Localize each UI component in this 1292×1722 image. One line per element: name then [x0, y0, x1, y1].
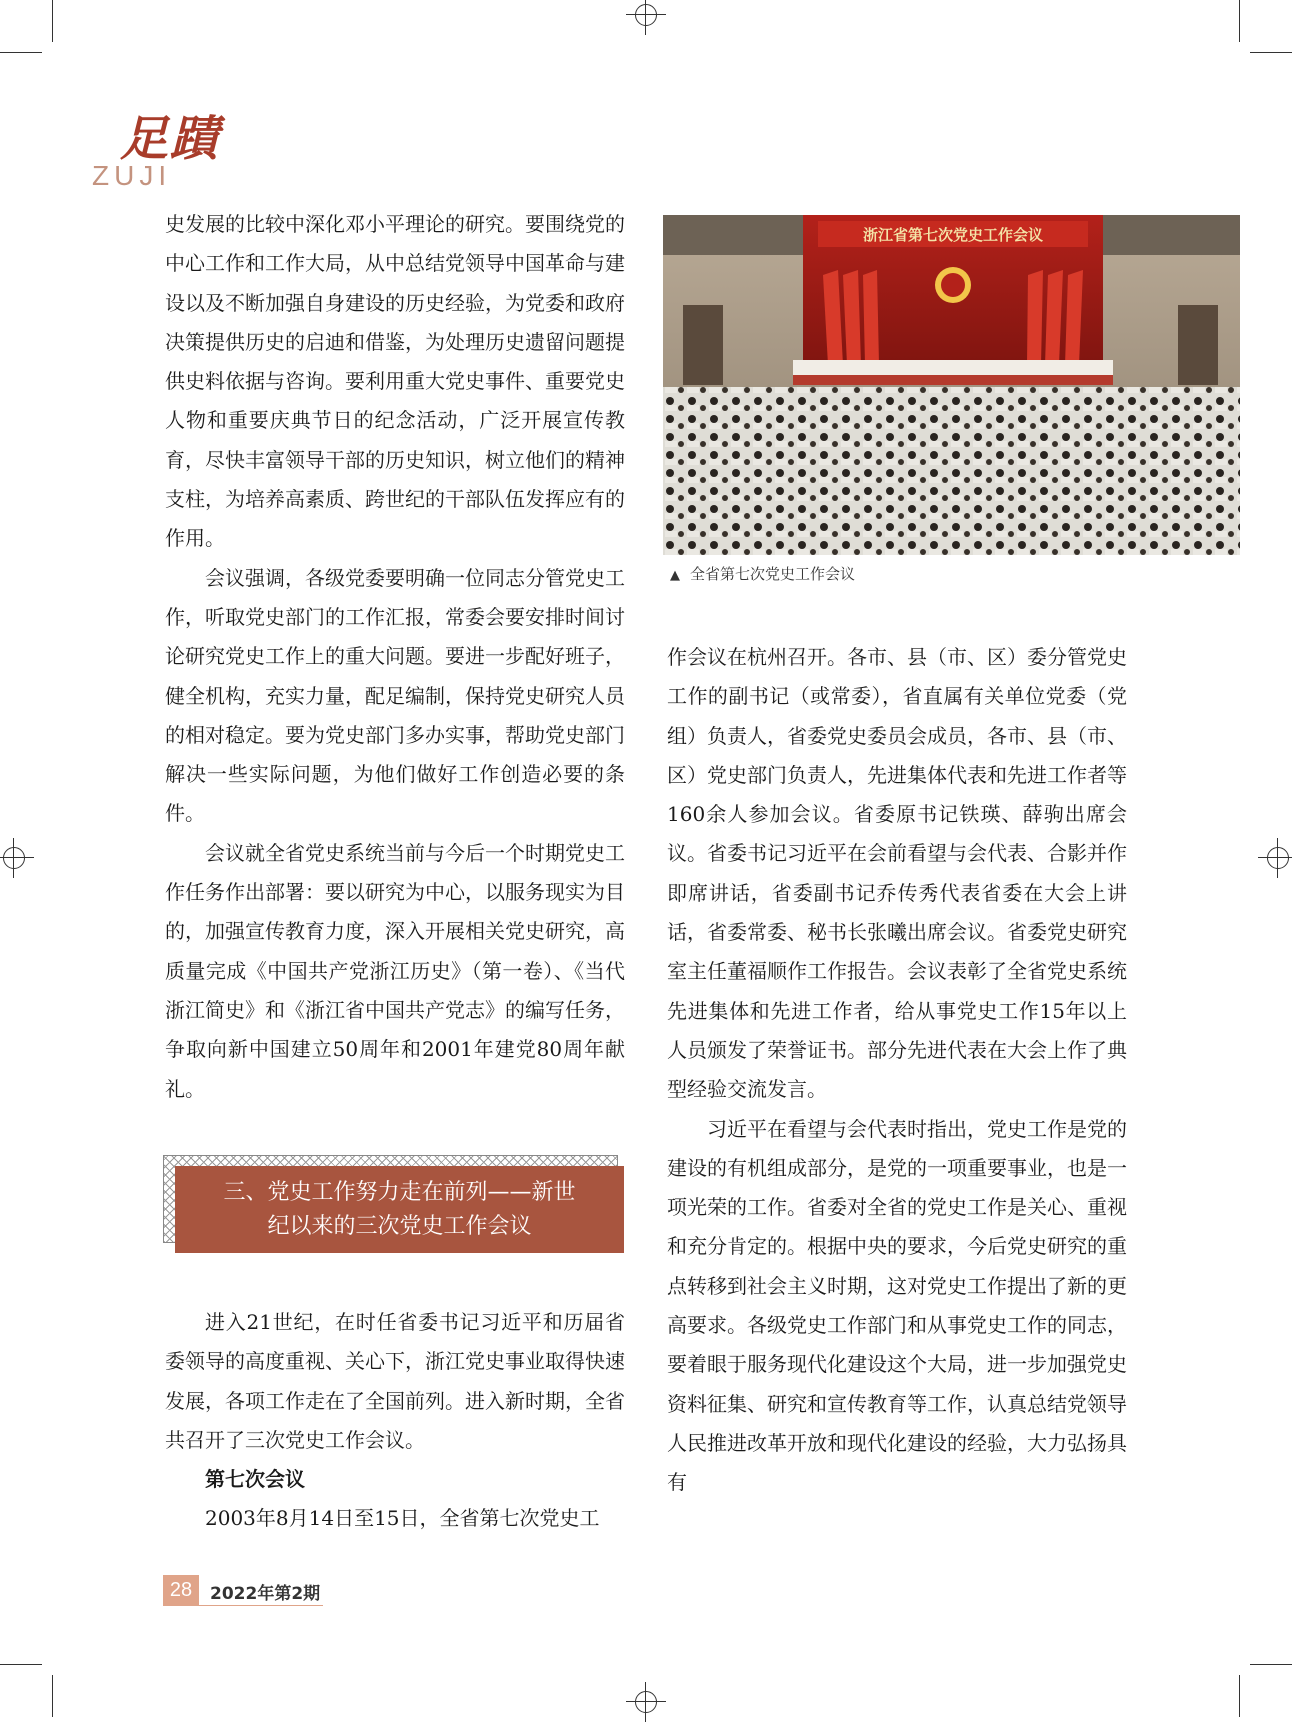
crop-mark — [1250, 1664, 1292, 1665]
logo-title-en: ZUJI — [92, 160, 172, 191]
crop-mark — [1239, 1675, 1240, 1717]
registration-mark-icon — [1258, 838, 1292, 878]
section-heading-line: 三、党史工作努力走在前列——新世 — [223, 1179, 576, 1205]
body-paragraph: 习近平在看望与会代表时指出，党史工作是党的建设的有机组成部分，是党的一项重要事业，也是一项光荣的工作。省委对全省的党史工作是关心、重视和充分肯定的。根据中央的要求，今后党史研究的重点转移到社会主义时期，这对党史工作提出了新的更高要求。各级党史工作部门和从事党史工作的同志，要着眼于服务现代化建设这个大局，进一步加强党史资料征集、研究和宣传教育等工作，认真总结党领导人民推进改革开放和现代化建设的经验，大力弘扬具有 — [667, 1116, 1127, 1495]
footer-rule — [163, 1605, 323, 1606]
crop-mark — [52, 1675, 53, 1717]
body-paragraph: 史发展的比较中深化邓小平理论的研究。要围绕党的中心工作和工作大局，从中总结党领导中国革命与建设以及不断加强自身建设的历史经验，为党委和政府决策提供历史的启迪和借鉴，为处理历史遗留问题提供史料依据与咨询。要利用重大党史事件、重要党史人物和重要庆典节日的纪念活动，广泛开展宣传教育，尽快丰富领导干部的历史知识，树立他们的精神支柱，为培养高素质、跨世纪的干部队伍发挥应有的作用。 — [165, 212, 625, 551]
subheading: 第七次会议 — [205, 1467, 305, 1492]
registration-mark-icon — [0, 838, 34, 878]
photo-caption-text: 全省第七次党史工作会议 — [690, 565, 856, 583]
page-number: 28 — [163, 1575, 199, 1605]
body-paragraph: 作会议在杭州召开。各市、县（市、区）委分管党史工作的副书记（或常委），省直属有关单位党委（党组）负责人，省委党史委员会成员，各市、县（市、区）党史部门负责人，先进集体代表和先进工作者等160余人参加会议。省委原书记铁瑛、薛驹出席会议。省委书记习近平在会前看望与会代表、合影并作即席讲话，省委副书记乔传秀代表省委在大会上讲话，省委常委、秘书长张曦出席会议。省委党史研究室主任董福顺作工作报告。会议表彰了全省党史系统先进集体和先进工作者，给从事党史工作15年以上人员颁发了荣誉证书。部分先进代表在大会上作了典型经验交流发言。 — [667, 645, 1127, 1102]
meeting-photo — [663, 215, 1240, 555]
body-paragraph: 会议强调，各级党委要明确一位同志分管党史工作，听取党史部门的工作汇报，常委会要安排时间讨论研究党史工作上的重大问题。要进一步配好班子，健全机构，充实力量，配足编制，保持党史研究人员的相对稳定。要为党史部门多办实事，帮助党史部门解决一些实际问题，为他们做好工作创造必要的条件。 — [165, 565, 625, 826]
logo-title-cn: 足蹟 — [120, 111, 221, 167]
column-logo — [92, 100, 232, 200]
body-paragraph: 会议就全省党史系统当前与今后一个时期党史工作任务作出部署：要以研究为中心，以服务现实为目的，加强宣传教育力度，深入开展相关党史研究，高质量完成《中国共产党浙江历史》（第一卷）、《当代浙江简史》和《浙江省中国共产党志》的编写任务，争取向新中国建立50周年和2001年建党80周年献礼。 — [165, 840, 625, 1101]
meeting-photo-illustration — [663, 215, 1240, 555]
body-paragraph: 进入21世纪，在时任省委书记习近平和历届省委领导的高度重视、关心下，浙江党史事业取得快速发展，各项工作走在了全国前列。进入新时期，全省共召开了三次党史工作会议。 — [165, 1310, 625, 1452]
crop-mark — [52, 0, 53, 42]
section-heading — [175, 1166, 624, 1253]
photo-caption — [670, 563, 855, 584]
left-column — [165, 205, 625, 1109]
section-heading-line: 纪以来的三次党史工作会议 — [267, 1213, 532, 1239]
body-paragraph: 2003年8月14日至15日，全省第七次党史工 — [205, 1506, 600, 1531]
crop-mark — [0, 1664, 42, 1665]
crop-mark — [0, 52, 42, 53]
crop-mark — [1239, 0, 1240, 42]
photo-banner-text: 浙江省第七次党史工作会议 — [862, 226, 1044, 244]
registration-mark-icon — [626, 1682, 666, 1722]
registration-mark-icon — [626, 0, 666, 35]
issue-label: 2022年第2期 — [210, 1584, 321, 1604]
right-column — [667, 638, 1127, 1503]
left-column-lower — [165, 1303, 625, 1539]
triangle-icon: ▲ — [670, 568, 680, 583]
crop-mark — [1250, 52, 1292, 53]
